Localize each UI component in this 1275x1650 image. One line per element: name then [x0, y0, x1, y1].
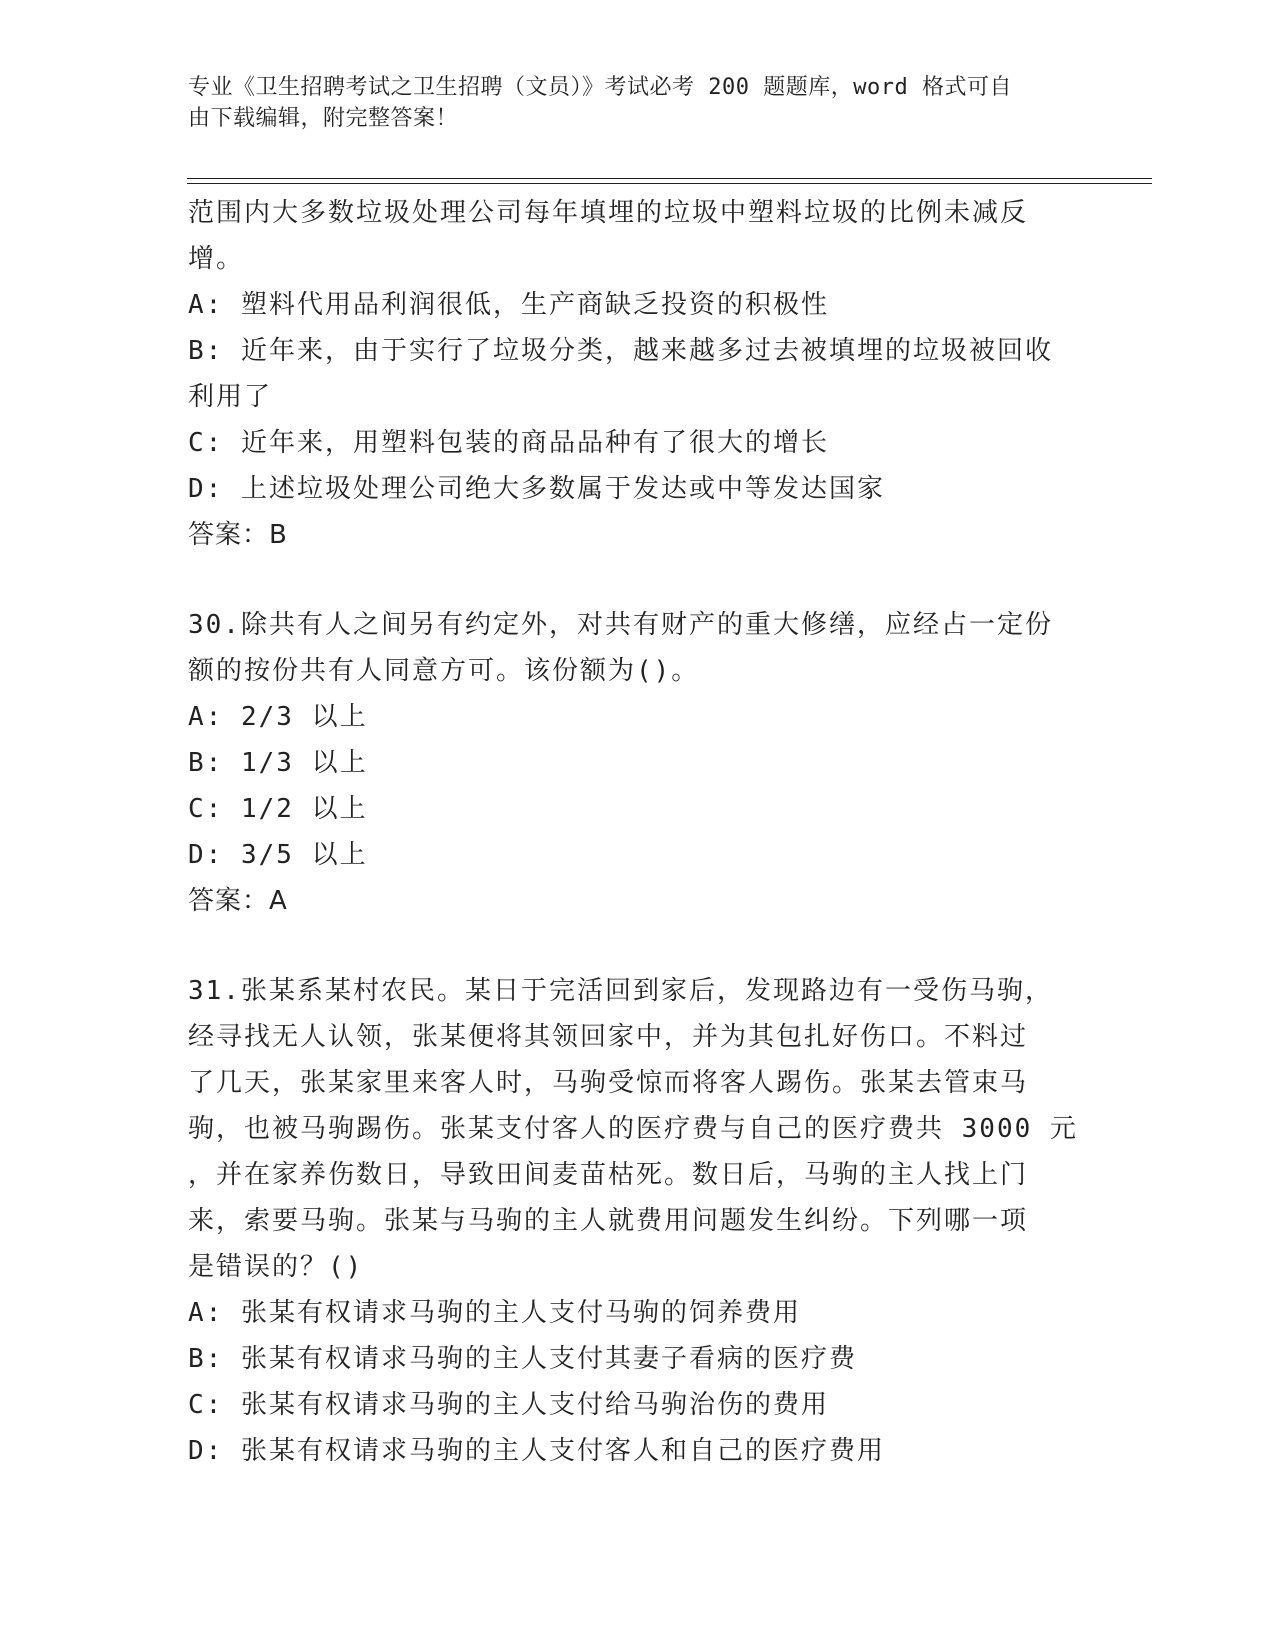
option-c: C: 1/2 以上	[188, 794, 368, 824]
question-stem-line: 额的按份共有人同意方可。该份额为()。	[188, 656, 700, 686]
option-d: D: 上述垃圾处理公司绝大多数属于发达或中等发达国家	[188, 474, 885, 504]
option-a: A: 塑料代用品利润很低，生产商缺乏投资的积极性	[188, 290, 829, 320]
question-stem-line: 范围内大多数垃圾处理公司每年填埋的垃圾中塑料垃圾的比例未减反	[188, 198, 1029, 228]
question-stem-line: 经寻找无人认领，张某便将其领回家中，并为其包扎好伤口。不料过	[188, 1022, 1029, 1052]
question-31	[188, 968, 1088, 1474]
question-gap	[188, 558, 1088, 602]
question-stem-line: 驹，也被马驹踢伤。张某支付客人的医疗费与自己的医疗费共 3000 元	[188, 1114, 1078, 1144]
question-stem-line: 31.张某系某村农民。某日于完活回到家后，发现路边有一受伤马驹，	[188, 976, 1053, 1006]
option-b: B: 近年来，由于实行了垃圾分类，越来越多过去被填埋的垃圾被回收	[188, 336, 1053, 366]
question-stem-line: 是错误的？()	[188, 1252, 364, 1282]
header-divider-top	[187, 178, 1152, 179]
document-header	[188, 72, 1078, 134]
answer-label: 答案：B	[188, 520, 288, 550]
question-stem-line: 来，索要马驹。张某与马驹的主人就费用问题发生纠纷。下列哪一项	[188, 1206, 1029, 1236]
header-line-1: 专业《卫生招聘考试之卫生招聘（文员）》考试必考 200 题题库，word 格式可自	[188, 75, 1012, 100]
option-b: B: 张某有权请求马驹的主人支付其妻子看病的医疗费	[188, 1344, 857, 1374]
question-stem-line: 增。	[188, 244, 245, 274]
question-list	[188, 190, 1088, 1474]
option-a: A: 2/3 以上	[188, 702, 368, 732]
answer-label: 答案：A	[188, 886, 288, 916]
question-gap	[188, 924, 1088, 968]
option-b: B: 1/3 以上	[188, 748, 368, 778]
question-29	[188, 190, 1088, 558]
question-stem-line: 了几天，张某家里来客人时，马驹受惊而将客人踢伤。张某去管束马	[188, 1068, 1029, 1098]
option-c: C: 张某有权请求马驹的主人支付给马驹治伤的费用	[188, 1390, 829, 1420]
option-d: D: 张某有权请求马驹的主人支付客人和自己的医疗费用	[188, 1436, 885, 1466]
header-divider-bottom	[187, 183, 1152, 184]
question-30	[188, 602, 1088, 924]
question-stem-line: 30.除共有人之间另有约定外，对共有财产的重大修缮，应经占一定份	[188, 610, 1053, 640]
option-d: D: 3/5 以上	[188, 840, 368, 870]
option-c: C: 近年来，用塑料包装的商品品种有了很大的增长	[188, 428, 829, 458]
question-stem-line: ，并在家养伤数日，导致田间麦苗枯死。数日后，马驹的主人找上门	[188, 1160, 1029, 1190]
header-line-2: 由下载编辑，附完整答案！	[188, 106, 459, 131]
option-a: A: 张某有权请求马驹的主人支付马驹的饲养费用	[188, 1298, 801, 1328]
option-b-continued: 利用了	[188, 382, 273, 412]
